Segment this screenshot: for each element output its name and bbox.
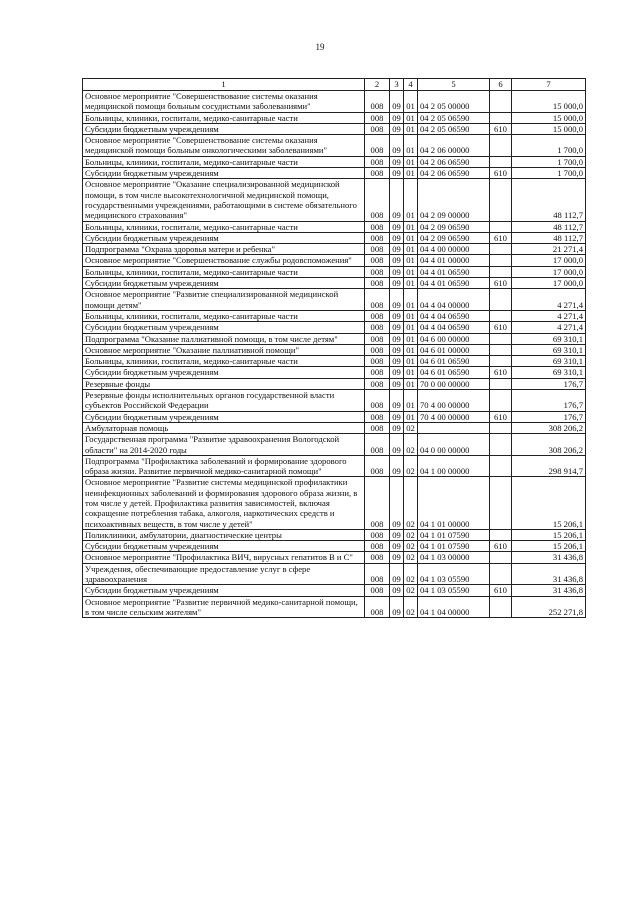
cell-description: Больницы, клиники, госпитали, медико-санитарные части <box>83 112 365 123</box>
table-row <box>83 552 586 563</box>
cell-code: 008 <box>365 168 390 179</box>
cell-section: 09 <box>390 529 404 540</box>
cell-code: 008 <box>365 596 390 618</box>
cell-expense-type: 610 <box>490 232 512 243</box>
cell-expense-type <box>490 422 512 433</box>
cell-description: Субсидии бюджетным учреждениям <box>83 168 365 179</box>
cell-target-article: 04 6 00 00000 <box>418 333 490 344</box>
cell-subsection: 01 <box>404 91 418 113</box>
cell-code: 008 <box>365 585 390 596</box>
cell-section: 09 <box>390 434 404 456</box>
cell-target-article <box>418 422 490 433</box>
table-row <box>83 529 586 540</box>
table-row <box>83 367 586 378</box>
cell-target-article: 04 1 03 00000 <box>418 552 490 563</box>
cell-section: 09 <box>390 255 404 266</box>
cell-section: 09 <box>390 390 404 412</box>
cell-amount: 69 310,1 <box>512 367 586 378</box>
cell-description: Основное мероприятие "Совершенствование системы оказания медицинской помощи больным сосудистыми заболеваниями" <box>83 91 365 113</box>
cell-subsection: 01 <box>404 289 418 311</box>
cell-subsection: 01 <box>404 112 418 123</box>
table-row <box>83 232 586 243</box>
cell-expense-type: 610 <box>490 168 512 179</box>
table-row <box>83 244 586 255</box>
table-body <box>83 91 586 618</box>
cell-description: Подпрограмма "Профилактика заболеваний и формирование здорового образа жизни. Развитие первичной медико-санитарной помощи" <box>83 455 365 477</box>
cell-code: 008 <box>365 310 390 321</box>
cell-description: Субсидии бюджетным учреждениям <box>83 585 365 596</box>
cell-amount: 4 271,4 <box>512 289 586 311</box>
cell-code: 008 <box>365 455 390 477</box>
cell-subsection: 01 <box>404 367 418 378</box>
cell-expense-type <box>490 596 512 618</box>
table-row <box>83 356 586 367</box>
cell-expense-type: 610 <box>490 123 512 134</box>
cell-expense-type <box>490 563 512 585</box>
cell-amount: 176,7 <box>512 390 586 412</box>
cell-expense-type <box>490 135 512 157</box>
cell-code: 008 <box>365 356 390 367</box>
cell-subsection: 02 <box>404 434 418 456</box>
cell-section: 09 <box>390 378 404 389</box>
table-row <box>83 278 586 289</box>
cell-amount: 15 206,1 <box>512 541 586 552</box>
cell-code: 008 <box>365 477 390 529</box>
cell-description: Основное мероприятие "Развитие специализированной медицинской помощи детям" <box>83 289 365 311</box>
cell-expense-type <box>490 378 512 389</box>
cell-target-article: 70 4 00 00000 <box>418 390 490 412</box>
cell-description: Основное мероприятие "Оказание паллиативной помощи" <box>83 344 365 355</box>
cell-description: Амбулаторная помощь <box>83 422 365 433</box>
cell-subsection: 01 <box>404 278 418 289</box>
table-row <box>83 455 586 477</box>
table-row <box>83 310 586 321</box>
cell-code: 008 <box>365 422 390 433</box>
cell-description: Субсидии бюджетным учреждениям <box>83 322 365 333</box>
cell-target-article: 70 0 00 00000 <box>418 378 490 389</box>
cell-description: Основное мероприятие "Развитие первичной медико-санитарной помощи, в том числе сельским жителям" <box>83 596 365 618</box>
cell-target-article: 04 2 05 06590 <box>418 112 490 123</box>
cell-amount: 308 206,2 <box>512 422 586 433</box>
cell-amount: 176,7 <box>512 378 586 389</box>
table-row <box>83 221 586 232</box>
cell-amount: 176,7 <box>512 411 586 422</box>
cell-code: 008 <box>365 221 390 232</box>
cell-amount: 4 271,4 <box>512 310 586 321</box>
cell-section: 09 <box>390 266 404 277</box>
table-row <box>83 168 586 179</box>
cell-amount: 1 700,0 <box>512 135 586 157</box>
table-row <box>83 112 586 123</box>
header-cell: 7 <box>512 79 586 91</box>
cell-section: 09 <box>390 411 404 422</box>
cell-subsection: 02 <box>404 563 418 585</box>
cell-target-article: 04 4 04 06590 <box>418 322 490 333</box>
cell-subsection: 01 <box>404 123 418 134</box>
cell-subsection: 02 <box>404 541 418 552</box>
cell-section: 09 <box>390 344 404 355</box>
cell-subsection: 02 <box>404 552 418 563</box>
cell-expense-type <box>490 434 512 456</box>
cell-description: Субсидии бюджетным учреждениям <box>83 367 365 378</box>
cell-section: 09 <box>390 221 404 232</box>
table-row <box>83 434 586 456</box>
cell-description: Больницы, клиники, госпитали, медико-санитарные части <box>83 356 365 367</box>
cell-section: 09 <box>390 356 404 367</box>
cell-code: 008 <box>365 434 390 456</box>
cell-subsection: 01 <box>404 266 418 277</box>
cell-amount: 48 112,7 <box>512 232 586 243</box>
cell-amount: 48 112,7 <box>512 179 586 221</box>
cell-target-article: 04 4 01 00000 <box>418 255 490 266</box>
cell-target-article: 04 2 09 00000 <box>418 179 490 221</box>
cell-description: Основное мероприятие "Совершенствование системы оказания медицинской помощи больным онкологическими заболеваниями" <box>83 135 365 157</box>
cell-expense-type <box>490 266 512 277</box>
cell-description: Резервные фонды исполнительных органов государственной власти субъектов Российской Федерации <box>83 390 365 412</box>
cell-expense-type: 610 <box>490 367 512 378</box>
cell-amount: 48 112,7 <box>512 221 586 232</box>
cell-subsection: 02 <box>404 455 418 477</box>
table-row <box>83 585 586 596</box>
cell-expense-type <box>490 310 512 321</box>
cell-amount: 298 914,7 <box>512 455 586 477</box>
cell-subsection: 02 <box>404 585 418 596</box>
budget-table <box>82 78 586 618</box>
cell-expense-type <box>490 356 512 367</box>
cell-amount: 31 436,8 <box>512 563 586 585</box>
header-cell: 3 <box>390 79 404 91</box>
cell-code: 008 <box>365 156 390 167</box>
cell-section: 09 <box>390 333 404 344</box>
cell-code: 008 <box>365 322 390 333</box>
table-row <box>83 255 586 266</box>
table-row <box>83 123 586 134</box>
cell-target-article: 04 4 01 06590 <box>418 278 490 289</box>
table-row <box>83 179 586 221</box>
cell-code: 008 <box>365 390 390 412</box>
cell-target-article: 04 2 05 06590 <box>418 123 490 134</box>
cell-expense-type: 610 <box>490 541 512 552</box>
cell-description: Государственная программа "Развитие здравоохранения Вологодской области" на 2014-2020 годы <box>83 434 365 456</box>
cell-expense-type <box>490 477 512 529</box>
cell-section: 09 <box>390 168 404 179</box>
cell-code: 008 <box>365 91 390 113</box>
cell-description: Поликлиники, амбулатории, диагностические центры <box>83 529 365 540</box>
cell-target-article: 04 1 01 00000 <box>418 477 490 529</box>
cell-amount: 15 000,0 <box>512 112 586 123</box>
cell-subsection: 02 <box>404 477 418 529</box>
cell-section: 09 <box>390 596 404 618</box>
cell-amount: 15 206,1 <box>512 529 586 540</box>
cell-section: 09 <box>390 112 404 123</box>
cell-code: 008 <box>365 529 390 540</box>
table-row <box>83 596 586 618</box>
cell-amount: 17 000,0 <box>512 278 586 289</box>
cell-code: 008 <box>365 244 390 255</box>
cell-subsection: 01 <box>404 356 418 367</box>
cell-section: 09 <box>390 244 404 255</box>
table-row <box>83 411 586 422</box>
table-row <box>83 344 586 355</box>
cell-subsection: 02 <box>404 596 418 618</box>
cell-target-article: 04 6 01 06590 <box>418 367 490 378</box>
cell-code: 008 <box>365 278 390 289</box>
cell-expense-type <box>490 455 512 477</box>
cell-subsection: 01 <box>404 135 418 157</box>
cell-target-article: 04 0 00 00000 <box>418 434 490 456</box>
cell-target-article: 04 4 04 00000 <box>418 289 490 311</box>
table-row <box>83 156 586 167</box>
cell-code: 008 <box>365 112 390 123</box>
cell-target-article: 04 1 01 07590 <box>418 541 490 552</box>
cell-expense-type <box>490 390 512 412</box>
cell-code: 008 <box>365 232 390 243</box>
cell-description: Основное мероприятие "Совершенствование службы родовспоможения" <box>83 255 365 266</box>
table-row <box>83 91 586 113</box>
cell-expense-type <box>490 333 512 344</box>
table-row <box>83 135 586 157</box>
cell-expense-type: 610 <box>490 585 512 596</box>
cell-expense-type <box>490 179 512 221</box>
cell-code: 008 <box>365 289 390 311</box>
cell-target-article: 04 4 04 06590 <box>418 310 490 321</box>
cell-code: 008 <box>365 123 390 134</box>
cell-subsection: 02 <box>404 529 418 540</box>
cell-section: 09 <box>390 367 404 378</box>
cell-amount: 17 000,0 <box>512 266 586 277</box>
cell-section: 09 <box>390 156 404 167</box>
cell-description: Субсидии бюджетным учреждениям <box>83 278 365 289</box>
cell-code: 008 <box>365 135 390 157</box>
cell-amount: 15 000,0 <box>512 91 586 113</box>
cell-subsection: 02 <box>404 422 418 433</box>
cell-amount: 1 700,0 <box>512 156 586 167</box>
cell-description: Субсидии бюджетным учреждениям <box>83 123 365 134</box>
cell-description: Основное мероприятие "Профилактика ВИЧ, вирусных гепатитов В и С" <box>83 552 365 563</box>
cell-amount: 21 271,4 <box>512 244 586 255</box>
cell-subsection: 01 <box>404 333 418 344</box>
cell-subsection: 01 <box>404 244 418 255</box>
cell-section: 09 <box>390 179 404 221</box>
table-row <box>83 390 586 412</box>
cell-expense-type <box>490 221 512 232</box>
cell-amount: 4 271,4 <box>512 322 586 333</box>
cell-target-article: 04 2 09 06590 <box>418 232 490 243</box>
cell-expense-type <box>490 244 512 255</box>
cell-subsection: 01 <box>404 168 418 179</box>
cell-expense-type <box>490 289 512 311</box>
cell-code: 008 <box>365 367 390 378</box>
table-row <box>83 322 586 333</box>
cell-section: 09 <box>390 477 404 529</box>
header-cell: 6 <box>490 79 512 91</box>
cell-target-article: 70 4 00 00000 <box>418 411 490 422</box>
cell-amount: 1 700,0 <box>512 168 586 179</box>
cell-description: Подпрограмма "Охрана здоровья матери и ребенка" <box>83 244 365 255</box>
table-row <box>83 266 586 277</box>
cell-amount: 31 436,8 <box>512 585 586 596</box>
cell-expense-type: 610 <box>490 278 512 289</box>
cell-expense-type: 610 <box>490 322 512 333</box>
cell-description: Подпрограмма "Оказание паллиативной помощи, в том числе детям" <box>83 333 365 344</box>
cell-amount: 252 271,8 <box>512 596 586 618</box>
cell-section: 09 <box>390 563 404 585</box>
cell-target-article: 04 1 03 05590 <box>418 563 490 585</box>
cell-subsection: 01 <box>404 255 418 266</box>
table-header-row <box>83 79 586 91</box>
cell-subsection: 01 <box>404 232 418 243</box>
page-number: 19 <box>315 42 325 52</box>
cell-expense-type <box>490 529 512 540</box>
cell-target-article: 04 1 03 05590 <box>418 585 490 596</box>
cell-subsection: 01 <box>404 411 418 422</box>
cell-code: 008 <box>365 378 390 389</box>
cell-amount: 17 000,0 <box>512 255 586 266</box>
cell-expense-type <box>490 255 512 266</box>
cell-description: Больницы, клиники, госпитали, медико-санитарные части <box>83 310 365 321</box>
cell-section: 09 <box>390 541 404 552</box>
table-row <box>83 378 586 389</box>
cell-expense-type <box>490 344 512 355</box>
cell-description: Субсидии бюджетным учреждениям <box>83 541 365 552</box>
cell-description: Учреждения, обеспечивающие предоставление услуг в сфере здравоохранения <box>83 563 365 585</box>
cell-code: 008 <box>365 563 390 585</box>
cell-target-article: 04 2 06 06590 <box>418 156 490 167</box>
cell-section: 09 <box>390 123 404 134</box>
cell-amount: 69 310,1 <box>512 333 586 344</box>
cell-description: Больницы, клиники, госпитали, медико-санитарные части <box>83 156 365 167</box>
cell-section: 09 <box>390 289 404 311</box>
cell-target-article: 04 2 06 00000 <box>418 135 490 157</box>
cell-code: 008 <box>365 344 390 355</box>
cell-target-article: 04 6 01 00000 <box>418 344 490 355</box>
table-row <box>83 333 586 344</box>
cell-code: 008 <box>365 541 390 552</box>
table-row <box>83 477 586 529</box>
cell-target-article: 04 1 04 00000 <box>418 596 490 618</box>
cell-amount: 15 000,0 <box>512 123 586 134</box>
cell-amount: 69 310,1 <box>512 356 586 367</box>
header-cell: 4 <box>404 79 418 91</box>
cell-subsection: 01 <box>404 156 418 167</box>
cell-target-article: 04 4 01 06590 <box>418 266 490 277</box>
cell-target-article: 04 2 09 06590 <box>418 221 490 232</box>
cell-expense-type <box>490 91 512 113</box>
cell-target-article: 04 2 05 00000 <box>418 91 490 113</box>
cell-code: 008 <box>365 552 390 563</box>
cell-section: 09 <box>390 232 404 243</box>
cell-section: 09 <box>390 585 404 596</box>
cell-amount: 308 206,2 <box>512 434 586 456</box>
cell-subsection: 01 <box>404 390 418 412</box>
cell-section: 09 <box>390 422 404 433</box>
cell-section: 09 <box>390 310 404 321</box>
cell-subsection: 01 <box>404 344 418 355</box>
cell-expense-type <box>490 156 512 167</box>
cell-subsection: 01 <box>404 221 418 232</box>
cell-amount: 69 310,1 <box>512 344 586 355</box>
cell-target-article: 04 1 00 00000 <box>418 455 490 477</box>
cell-code: 008 <box>365 411 390 422</box>
cell-section: 09 <box>390 552 404 563</box>
cell-description: Субсидии бюджетным учреждениям <box>83 232 365 243</box>
cell-description: Больницы, клиники, госпитали, медико-санитарные части <box>83 266 365 277</box>
table-row <box>83 289 586 311</box>
cell-amount: 15 206,1 <box>512 477 586 529</box>
header-cell: 5 <box>418 79 490 91</box>
cell-description: Основное мероприятие "Оказание специализированной медицинской помощи, в том числе высокотехнологичной медицинской помощи, государственными учреждениями, работающими в системе обязательного медицинского страхования" <box>83 179 365 221</box>
table-row <box>83 541 586 552</box>
cell-description: Больницы, клиники, госпитали, медико-санитарные части <box>83 221 365 232</box>
cell-section: 09 <box>390 322 404 333</box>
cell-description: Резервные фонды <box>83 378 365 389</box>
cell-expense-type <box>490 112 512 123</box>
cell-section: 09 <box>390 278 404 289</box>
cell-code: 008 <box>365 179 390 221</box>
cell-subsection: 01 <box>404 322 418 333</box>
table-row <box>83 422 586 433</box>
cell-section: 09 <box>390 91 404 113</box>
header-cell: 2 <box>365 79 390 91</box>
cell-target-article: 04 6 01 06590 <box>418 356 490 367</box>
cell-code: 008 <box>365 333 390 344</box>
cell-description: Основное мероприятие "Развитие системы медицинской профилактики неинфекционных заболеваний и формирования здорового образа жизни, в том числе у детей. Профилактика развития зависимостей, включая сокращение потребления табака, алкоголя, наркотических средств и психоактивных веществ, в том числе у детей" <box>83 477 365 529</box>
cell-subsection: 01 <box>404 179 418 221</box>
table-row <box>83 563 586 585</box>
cell-target-article: 04 1 01 07590 <box>418 529 490 540</box>
cell-code: 008 <box>365 255 390 266</box>
cell-subsection: 01 <box>404 378 418 389</box>
cell-amount: 31 436,8 <box>512 552 586 563</box>
cell-section: 09 <box>390 455 404 477</box>
cell-expense-type <box>490 552 512 563</box>
cell-expense-type: 610 <box>490 411 512 422</box>
cell-section: 09 <box>390 135 404 157</box>
header-cell: 1 <box>83 79 365 91</box>
cell-subsection: 01 <box>404 310 418 321</box>
cell-target-article: 04 2 06 06590 <box>418 168 490 179</box>
cell-description: Субсидии бюджетным учреждениям <box>83 411 365 422</box>
cell-target-article: 04 4 00 00000 <box>418 244 490 255</box>
cell-code: 008 <box>365 266 390 277</box>
